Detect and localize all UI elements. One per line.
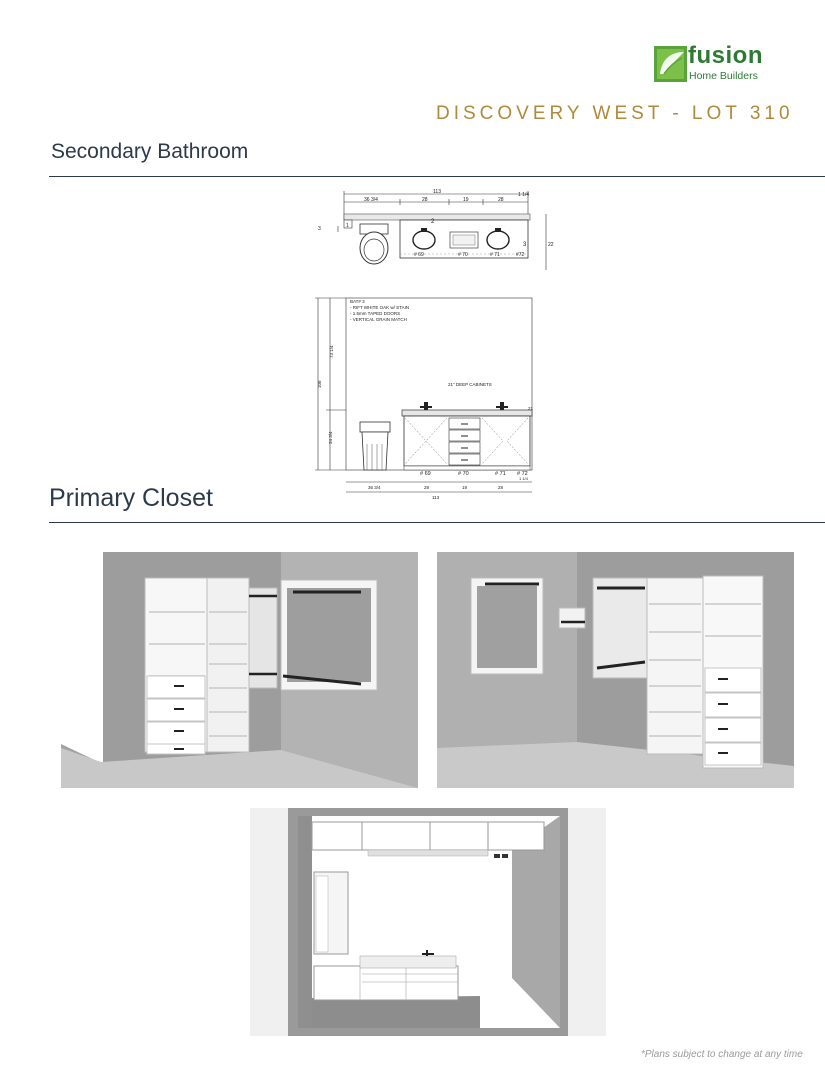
footer-disclaimer: *Plans subject to change at any time [641, 1049, 803, 1060]
elevation-height-upper: 73 1/4 [329, 345, 334, 358]
elevation-height-total: 108 [317, 380, 322, 388]
brand-subtitle: Home Builders [689, 70, 758, 82]
elev-bottom-total: 113 [432, 495, 440, 500]
dim-overall: 113 [433, 189, 441, 195]
tag-71: # 71 [490, 252, 500, 258]
bathroom-elevation-drawing [312, 294, 546, 500]
cab-number-2: 2 [431, 219, 435, 225]
section-divider [49, 522, 825, 523]
elev-tag-72: # 72 [517, 471, 528, 477]
elevation-counter-depth: 21 [528, 406, 534, 411]
tag-69: # 69 [414, 252, 424, 258]
dim-depth: 22 [548, 242, 554, 248]
closet-render-right [437, 552, 794, 788]
closet-render-top-view [250, 808, 606, 1036]
dim-seg2: 19 [463, 197, 469, 203]
closet-render-left [61, 552, 418, 788]
elev-bottom-seg2: 19 [462, 485, 468, 490]
tag-72: #72 [516, 252, 525, 258]
section-divider [49, 176, 825, 177]
elevation-note-1: BAT# 3 [350, 299, 365, 304]
section-title-closet: Primary Closet [49, 484, 213, 512]
section-title-bathroom: Secondary Bathroom [51, 140, 249, 163]
tag-70: # 70 [458, 252, 468, 258]
elev-tag-71: # 71 [495, 471, 506, 477]
elev-tag-69: # 69 [420, 471, 431, 477]
elev-bottom-left: 36 3/4 [368, 485, 381, 490]
elev-right-small: 1 1/4 [519, 476, 528, 481]
cab-number-3: 3 [523, 242, 527, 248]
elevation-height-lower: 34 3/4 [328, 431, 333, 444]
elev-bottom-seg1: 28 [424, 485, 430, 490]
dim-seg1: 28 [422, 197, 428, 203]
elev-bottom-seg3: 28 [498, 485, 504, 490]
brand-name: fusion [688, 42, 763, 69]
project-title: DISCOVERY WEST - LOT 310 [436, 103, 794, 124]
cab-number-1: 1 [346, 223, 349, 229]
dim-right-small: 1 1/4 [518, 192, 530, 198]
elevation-note-3: - 1.5mm TAPED DOORS [350, 311, 401, 316]
elevation-deep-note: 21" DEEP CABINETS [448, 382, 492, 387]
dim-seg3: 28 [498, 197, 504, 203]
dim-left-small: 3 [318, 226, 321, 232]
elevation-note-2: - RIFT WHITE OAK w/ STAIN [350, 305, 410, 310]
fusion-logo-icon [654, 44, 688, 84]
elev-tag-70: # 70 [458, 471, 469, 477]
bathroom-plan-drawing [318, 188, 558, 270]
dim-left: 36 3/4 [364, 197, 378, 203]
elevation-note-4: - VERTICAL GRAIN MATCH [350, 317, 407, 322]
